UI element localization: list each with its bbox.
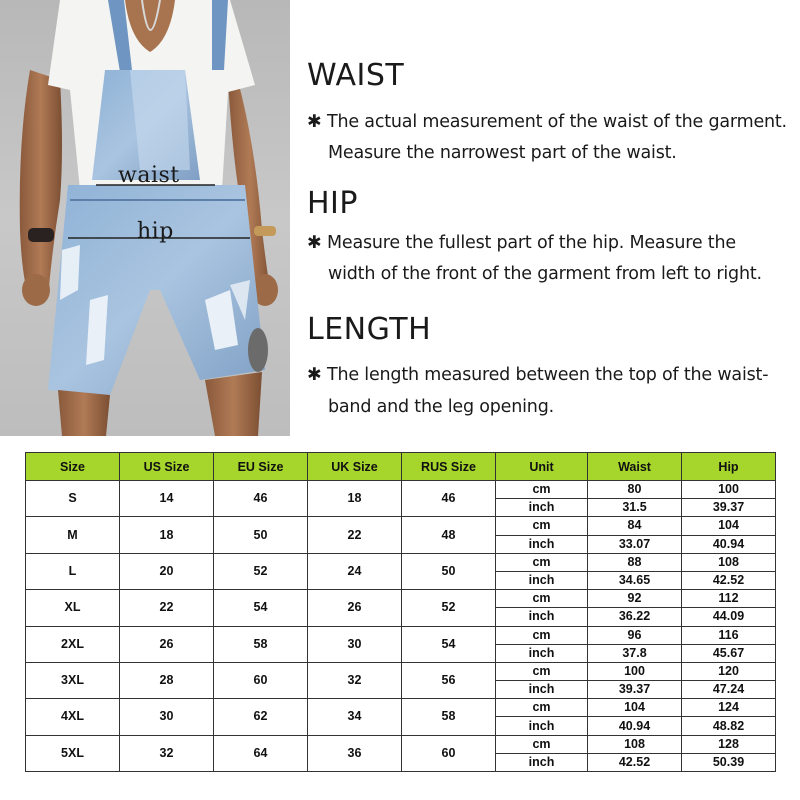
waist-inch-cell: 36.22 xyxy=(588,608,682,626)
waist-inch-cell: 37.8 xyxy=(588,644,682,662)
hip-inch-cell: 45.67 xyxy=(682,644,776,662)
header-hip: Hip xyxy=(682,453,776,481)
table-row xyxy=(26,481,776,499)
product-photo xyxy=(0,0,290,436)
waist-inch-cell: 40.94 xyxy=(588,717,682,735)
eu-size-cell: 54 xyxy=(214,590,308,626)
uk-size-cell: 30 xyxy=(308,626,402,662)
size-cell: L xyxy=(26,553,120,589)
rus-size-cell: 60 xyxy=(402,735,496,771)
eu-size-cell: 58 xyxy=(214,626,308,662)
uk-size-cell: 26 xyxy=(308,590,402,626)
eu-size-cell: 52 xyxy=(214,553,308,589)
size-cell: XL xyxy=(26,590,120,626)
unit-inch-cell: inch xyxy=(496,571,588,589)
us-size-cell: 32 xyxy=(120,735,214,771)
hip-cm-cell: 100 xyxy=(682,481,776,499)
waist-cm-cell: 108 xyxy=(588,735,682,753)
header-uk-size: UK Size xyxy=(308,453,402,481)
us-size-cell: 14 xyxy=(120,481,214,517)
unit-inch-cell: inch xyxy=(496,681,588,699)
unit-cm-cell: cm xyxy=(496,517,588,535)
hip-inch-cell: 42.52 xyxy=(682,571,776,589)
size-chart-table xyxy=(25,452,776,772)
uk-size-cell: 24 xyxy=(308,553,402,589)
unit-inch-cell: inch xyxy=(496,753,588,771)
eu-size-cell: 50 xyxy=(214,517,308,553)
size-cell: 2XL xyxy=(26,626,120,662)
table-row xyxy=(26,626,776,644)
unit-inch-cell: inch xyxy=(496,608,588,626)
hip-cm-cell: 120 xyxy=(682,662,776,680)
hip-inch-cell: 48.82 xyxy=(682,717,776,735)
table-row xyxy=(26,590,776,608)
rus-size-cell: 58 xyxy=(402,699,496,735)
waist-cm-cell: 92 xyxy=(588,590,682,608)
eu-size-cell: 60 xyxy=(214,662,308,698)
hip-desc-line-1: ✱ Measure the fullest part of the hip. Measure the xyxy=(307,233,736,253)
waist-desc-line-1: ✱ The actual measurement of the waist of the garment. xyxy=(307,112,787,132)
us-size-cell: 26 xyxy=(120,626,214,662)
length-desc-line-1: ✱ The length measured between the top of the waist- xyxy=(307,365,769,385)
table-row xyxy=(26,699,776,717)
table-row xyxy=(26,553,776,571)
uk-size-cell: 36 xyxy=(308,735,402,771)
waist-inch-cell: 33.07 xyxy=(588,535,682,553)
asterisk-icon: ✱ xyxy=(307,112,322,132)
size-table-body xyxy=(26,481,776,772)
unit-cm-cell: cm xyxy=(496,626,588,644)
unit-cm-cell: cm xyxy=(496,553,588,571)
waist-inch-cell: 42.52 xyxy=(588,753,682,771)
length-title: LENGTH xyxy=(307,312,432,347)
us-size-cell: 22 xyxy=(120,590,214,626)
table-row xyxy=(26,517,776,535)
waist-inch-cell: 34.65 xyxy=(588,571,682,589)
rus-size-cell: 56 xyxy=(402,662,496,698)
hip-inch-cell: 40.94 xyxy=(682,535,776,553)
header-us-size: US Size xyxy=(120,453,214,481)
us-size-cell: 20 xyxy=(120,553,214,589)
uk-size-cell: 34 xyxy=(308,699,402,735)
hip-cm-cell: 112 xyxy=(682,590,776,608)
hip-cm-cell: 124 xyxy=(682,699,776,717)
size-cell: M xyxy=(26,517,120,553)
waist-label: waist xyxy=(118,163,180,188)
hip-inch-cell: 50.39 xyxy=(682,753,776,771)
waist-inch-cell: 39.37 xyxy=(588,681,682,699)
waist-cm-cell: 104 xyxy=(588,699,682,717)
size-cell: S xyxy=(26,481,120,517)
length-desc-line-2: band and the leg opening. xyxy=(328,397,554,417)
header-unit: Unit xyxy=(496,453,588,481)
unit-cm-cell: cm xyxy=(496,590,588,608)
unit-inch-cell: inch xyxy=(496,717,588,735)
us-size-cell: 18 xyxy=(120,517,214,553)
eu-size-cell: 46 xyxy=(214,481,308,517)
unit-cm-cell: cm xyxy=(496,481,588,499)
rus-size-cell: 46 xyxy=(402,481,496,517)
hip-inch-cell: 47.24 xyxy=(682,681,776,699)
waist-title: WAIST xyxy=(307,58,405,93)
waist-inch-cell: 31.5 xyxy=(588,499,682,517)
header-waist: Waist xyxy=(588,453,682,481)
table-row xyxy=(26,735,776,753)
rus-size-cell: 50 xyxy=(402,553,496,589)
unit-inch-cell: inch xyxy=(496,535,588,553)
size-cell: 4XL xyxy=(26,699,120,735)
hip-cm-cell: 128 xyxy=(682,735,776,753)
unit-cm-cell: cm xyxy=(496,662,588,680)
hip-desc-line-2: width of the front of the garment from left to right. xyxy=(328,264,762,284)
hip-cm-cell: 104 xyxy=(682,517,776,535)
hip-cm-cell: 116 xyxy=(682,626,776,644)
waist-cm-cell: 80 xyxy=(588,481,682,499)
waist-cm-cell: 100 xyxy=(588,662,682,680)
hip-inch-cell: 39.37 xyxy=(682,499,776,517)
eu-size-cell: 64 xyxy=(214,735,308,771)
us-size-cell: 28 xyxy=(120,662,214,698)
waist-cm-cell: 96 xyxy=(588,626,682,644)
header-rus-size: RUS Size xyxy=(402,453,496,481)
unit-cm-cell: cm xyxy=(496,735,588,753)
waist-cm-cell: 88 xyxy=(588,553,682,571)
header-eu-size: EU Size xyxy=(214,453,308,481)
size-cell: 5XL xyxy=(26,735,120,771)
size-cell: 3XL xyxy=(26,662,120,698)
unit-cm-cell: cm xyxy=(496,699,588,717)
table-header-row xyxy=(26,453,776,481)
asterisk-icon: ✱ xyxy=(307,233,322,253)
rus-size-cell: 52 xyxy=(402,590,496,626)
uk-size-cell: 22 xyxy=(308,517,402,553)
uk-size-cell: 18 xyxy=(308,481,402,517)
waist-desc-line-2: Measure the narrowest part of the waist. xyxy=(328,143,677,163)
eu-size-cell: 62 xyxy=(214,699,308,735)
hip-label: hip xyxy=(137,219,174,244)
rus-size-cell: 48 xyxy=(402,517,496,553)
hip-cm-cell: 108 xyxy=(682,553,776,571)
header-size: Size xyxy=(26,453,120,481)
hip-inch-cell: 44.09 xyxy=(682,608,776,626)
rus-size-cell: 54 xyxy=(402,626,496,662)
unit-inch-cell: inch xyxy=(496,644,588,662)
hip-title: HIP xyxy=(307,186,358,221)
table-row xyxy=(26,662,776,680)
us-size-cell: 30 xyxy=(120,699,214,735)
uk-size-cell: 32 xyxy=(308,662,402,698)
waist-cm-cell: 84 xyxy=(588,517,682,535)
asterisk-icon: ✱ xyxy=(307,365,322,385)
unit-inch-cell: inch xyxy=(496,499,588,517)
